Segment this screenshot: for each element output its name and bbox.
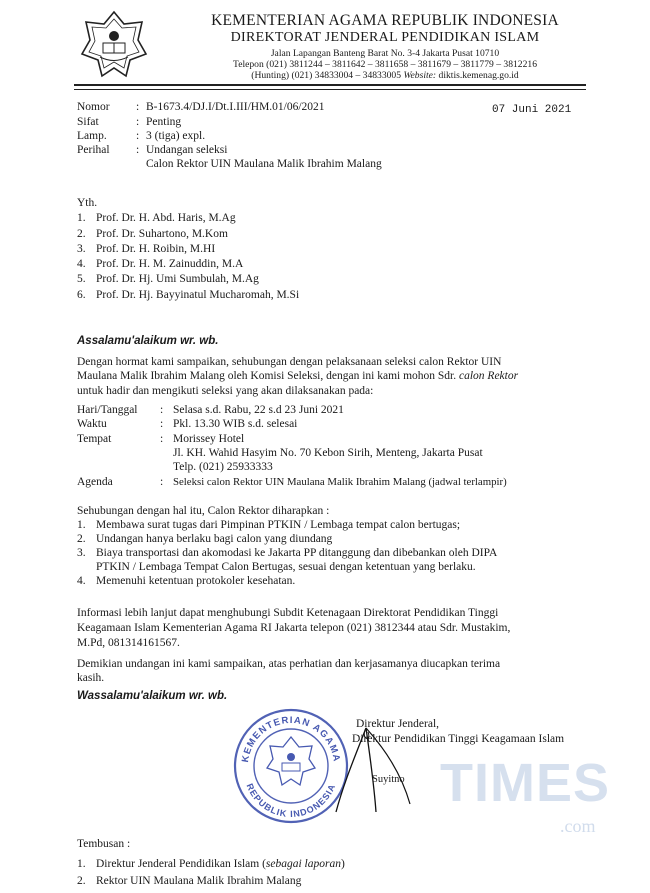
letterhead-address: Jalan Lapangan Banteng Barat No. 3-4 Jakarta Pusat 10710 — [270, 48, 500, 59]
closing-salam: Wassalamu'alaikum wr. wb. — [77, 690, 228, 702]
recipient-number: 2. — [77, 228, 86, 240]
recipient-greeting: Yth. — [77, 197, 98, 209]
lamp-label: Lamp. — [77, 130, 107, 142]
waktu-label: Waktu — [77, 418, 107, 430]
lamp-value: 3 (tiga) expl. — [146, 130, 206, 142]
perihal-label: Perihal — [77, 144, 110, 156]
expect-number: 2. — [77, 533, 86, 545]
recipient-number: 1. — [77, 212, 86, 224]
closing-line-2: kasih. — [77, 672, 105, 684]
cc-item — [96, 858, 345, 870]
stamp-text-bottom: REPUBLIK INDONESIA — [244, 782, 338, 820]
ministry-name: KEMENTERIAN AGAMA REPUBLIK INDONESIA — [211, 12, 559, 29]
recipient-number: 3. — [77, 243, 86, 255]
cc-item-end: ) — [340, 858, 345, 870]
website-link[interactable]: diktis.kemenag.go.id — [438, 70, 519, 81]
recipient-name: Prof. Dr. Hj. Umi Sumbulah, M.Ag — [96, 273, 259, 285]
intro-line-2 — [77, 370, 518, 382]
hari-value: Selasa s.d. Rabu, 22 s.d 23 Juni 2021 — [173, 404, 344, 416]
intro-line-2-text: Maulana Malik Ibrahim Malang oleh Komisi Seleksi, dengan ini kami mohon Sdr. — [77, 370, 457, 382]
ministry-emblem-logo — [80, 10, 148, 80]
colon: : — [160, 404, 164, 416]
colon: : — [160, 418, 164, 430]
nomor-label: Nomor — [77, 101, 110, 113]
agenda-value: Seleksi calon Rektor UIN Maulana Malik Ibrahim Malang (jadwal terlampir) — [173, 476, 507, 488]
colon: : — [136, 144, 140, 156]
waktu-value: Pkl. 13.30 WIB s.d. selesai — [173, 418, 298, 430]
letter-date: 07 Juni 2021 — [492, 104, 572, 116]
hari-label: Hari/Tanggal — [77, 404, 138, 416]
info-line-1: Informasi lebih lanjut dapat menghubungi Subdit Ketenagaan Direktorat Pendidikan Tinggi — [77, 607, 499, 619]
info-line-2: Keagamaan Islam Kementerian Agama RI Jakarta telepon (021) 3812344 atau Sdr. Mustakim, — [77, 622, 511, 634]
colon: : — [160, 476, 164, 488]
directorate-name: DIREKTORAT JENDERAL PENDIDIKAN ISLAM — [230, 30, 540, 45]
recipient-number: 6. — [77, 289, 86, 301]
expect-item: Membawa surat tugas dari Pimpinan PTKIN / Lembaga tempat calon bertugas; — [96, 519, 461, 531]
expect-number: 1. — [77, 519, 86, 531]
tempat-label: Tempat — [77, 433, 112, 445]
hunting-phone: (021) 34833004 – 34833005 — [291, 70, 402, 81]
expect-item: Undangan hanya berlaku bagi calon yang diundang — [96, 533, 333, 545]
intro-line-3: untuk hadir dan mengikuti seleksi yang akan dilaksanakan pada: — [77, 385, 374, 397]
letterhead-rule-thick — [74, 84, 586, 86]
cc-number: 1. — [77, 858, 86, 870]
expect-intro: Sehubungan dengan hal itu, Calon Rektor diharapkan : — [77, 505, 330, 517]
expect-number: 4. — [77, 575, 86, 587]
letterhead-hunting-website — [150, 70, 620, 81]
agenda-label: Agenda — [77, 476, 113, 488]
perihal-line-2: Calon Rektor UIN Maulana Malik Ibrahim Malang — [146, 158, 382, 170]
recipient-name: Prof. Dr. H. M. Zainuddin, M.A — [96, 258, 244, 270]
colon: : — [136, 116, 140, 128]
colon: : — [136, 130, 140, 142]
info-line-3: M.Pd, 081314161567. — [77, 637, 180, 649]
colon: : — [136, 101, 140, 113]
expect-item: Biaya transportasi dan akomodasi ke Jakarta PP ditanggung dan dibebankan oleh DIPA — [96, 547, 498, 559]
perihal-line-1: Undangan seleksi — [146, 144, 228, 156]
letterhead-rule-thin — [74, 89, 586, 90]
watermark-brand: TIMES — [440, 753, 611, 813]
recipient-number: 4. — [77, 258, 86, 270]
nomor-value: B-1673.4/DJ.I/Dt.I.III/HM.01/06/2021 — [146, 101, 325, 113]
cc-number: 2. — [77, 875, 86, 887]
svg-text:REPUBLIK INDONESIA — [245, 782, 338, 819]
intro-line-1: Dengan hormat kami sampaikan, sehubungan dengan pelaksanaan seleksi calon Rektor UIN — [77, 356, 502, 368]
tempat-line-1: Morissey Hotel — [173, 433, 245, 445]
sifat-label: Sifat — [77, 116, 99, 128]
cc-label: Tembusan : — [77, 838, 131, 850]
hunting-label: (Hunting) — [251, 70, 290, 81]
recipient-name: Prof. Dr. Hj. Bayyinatul Mucharomah, M.Si — [96, 289, 300, 301]
intro-line-2-emphasis: calon Rektor — [459, 370, 519, 382]
handwritten-signature — [330, 720, 440, 820]
cc-item-text: Direktur Jenderal Pendidikan Islam ( — [96, 858, 266, 870]
closing-line-1: Demikian undangan ini kami sampaikan, atas perhatian dan kerjasamanya diucapkan terima — [77, 658, 501, 670]
expect-item: Memenuhi ketentuan protokoler kesehatan. — [96, 575, 296, 587]
signatory-name: Suyitno — [372, 774, 405, 785]
recipient-name: Prof. Dr. H. Roibin, M.HI — [96, 243, 216, 255]
recipient-number: 5. — [77, 273, 86, 285]
opening-salam: Assalamu'alaikum wr. wb. — [77, 335, 219, 347]
cc-item: Rektor UIN Maulana Malik Ibrahim Malang — [96, 875, 302, 887]
expect-item-continued: PTKIN / Lembaga Tempat Calon Bertugas, sesuai dengan ketentuan yang berlaku. — [96, 561, 476, 573]
recipient-name: Prof. Dr. H. Abd. Haris, M.Ag — [96, 212, 236, 224]
colon: : — [160, 433, 164, 445]
website-label: Website: — [403, 70, 437, 81]
expect-number: 3. — [77, 547, 86, 559]
tempat-line-3: Telp. (021) 25933333 — [173, 461, 273, 473]
sifat-value: Penting — [146, 116, 182, 128]
recipient-name: Prof. Dr. Suhartono, M.Kom — [96, 228, 228, 240]
signatory-title-1: Direktur Jenderal, — [356, 718, 440, 730]
signatory-title-2: Direktur Pendidikan Tinggi Keagamaan Islam — [352, 733, 565, 745]
cc-item-note: sebagai laporan — [265, 858, 341, 870]
letterhead-phone: Telepon (021) 3811244 – 3811642 – 3811658 – 3811679 – 3811779 – 3812216 — [233, 59, 537, 70]
tempat-line-2: Jl. KH. Wahid Hasyim No. 70 Kebon Sirih, Menteng, Jakarta Pusat — [173, 447, 483, 459]
stamp-text-top: KEMENTERIAN AGAMA — [240, 714, 342, 764]
watermark-domain: .com — [560, 816, 596, 836]
